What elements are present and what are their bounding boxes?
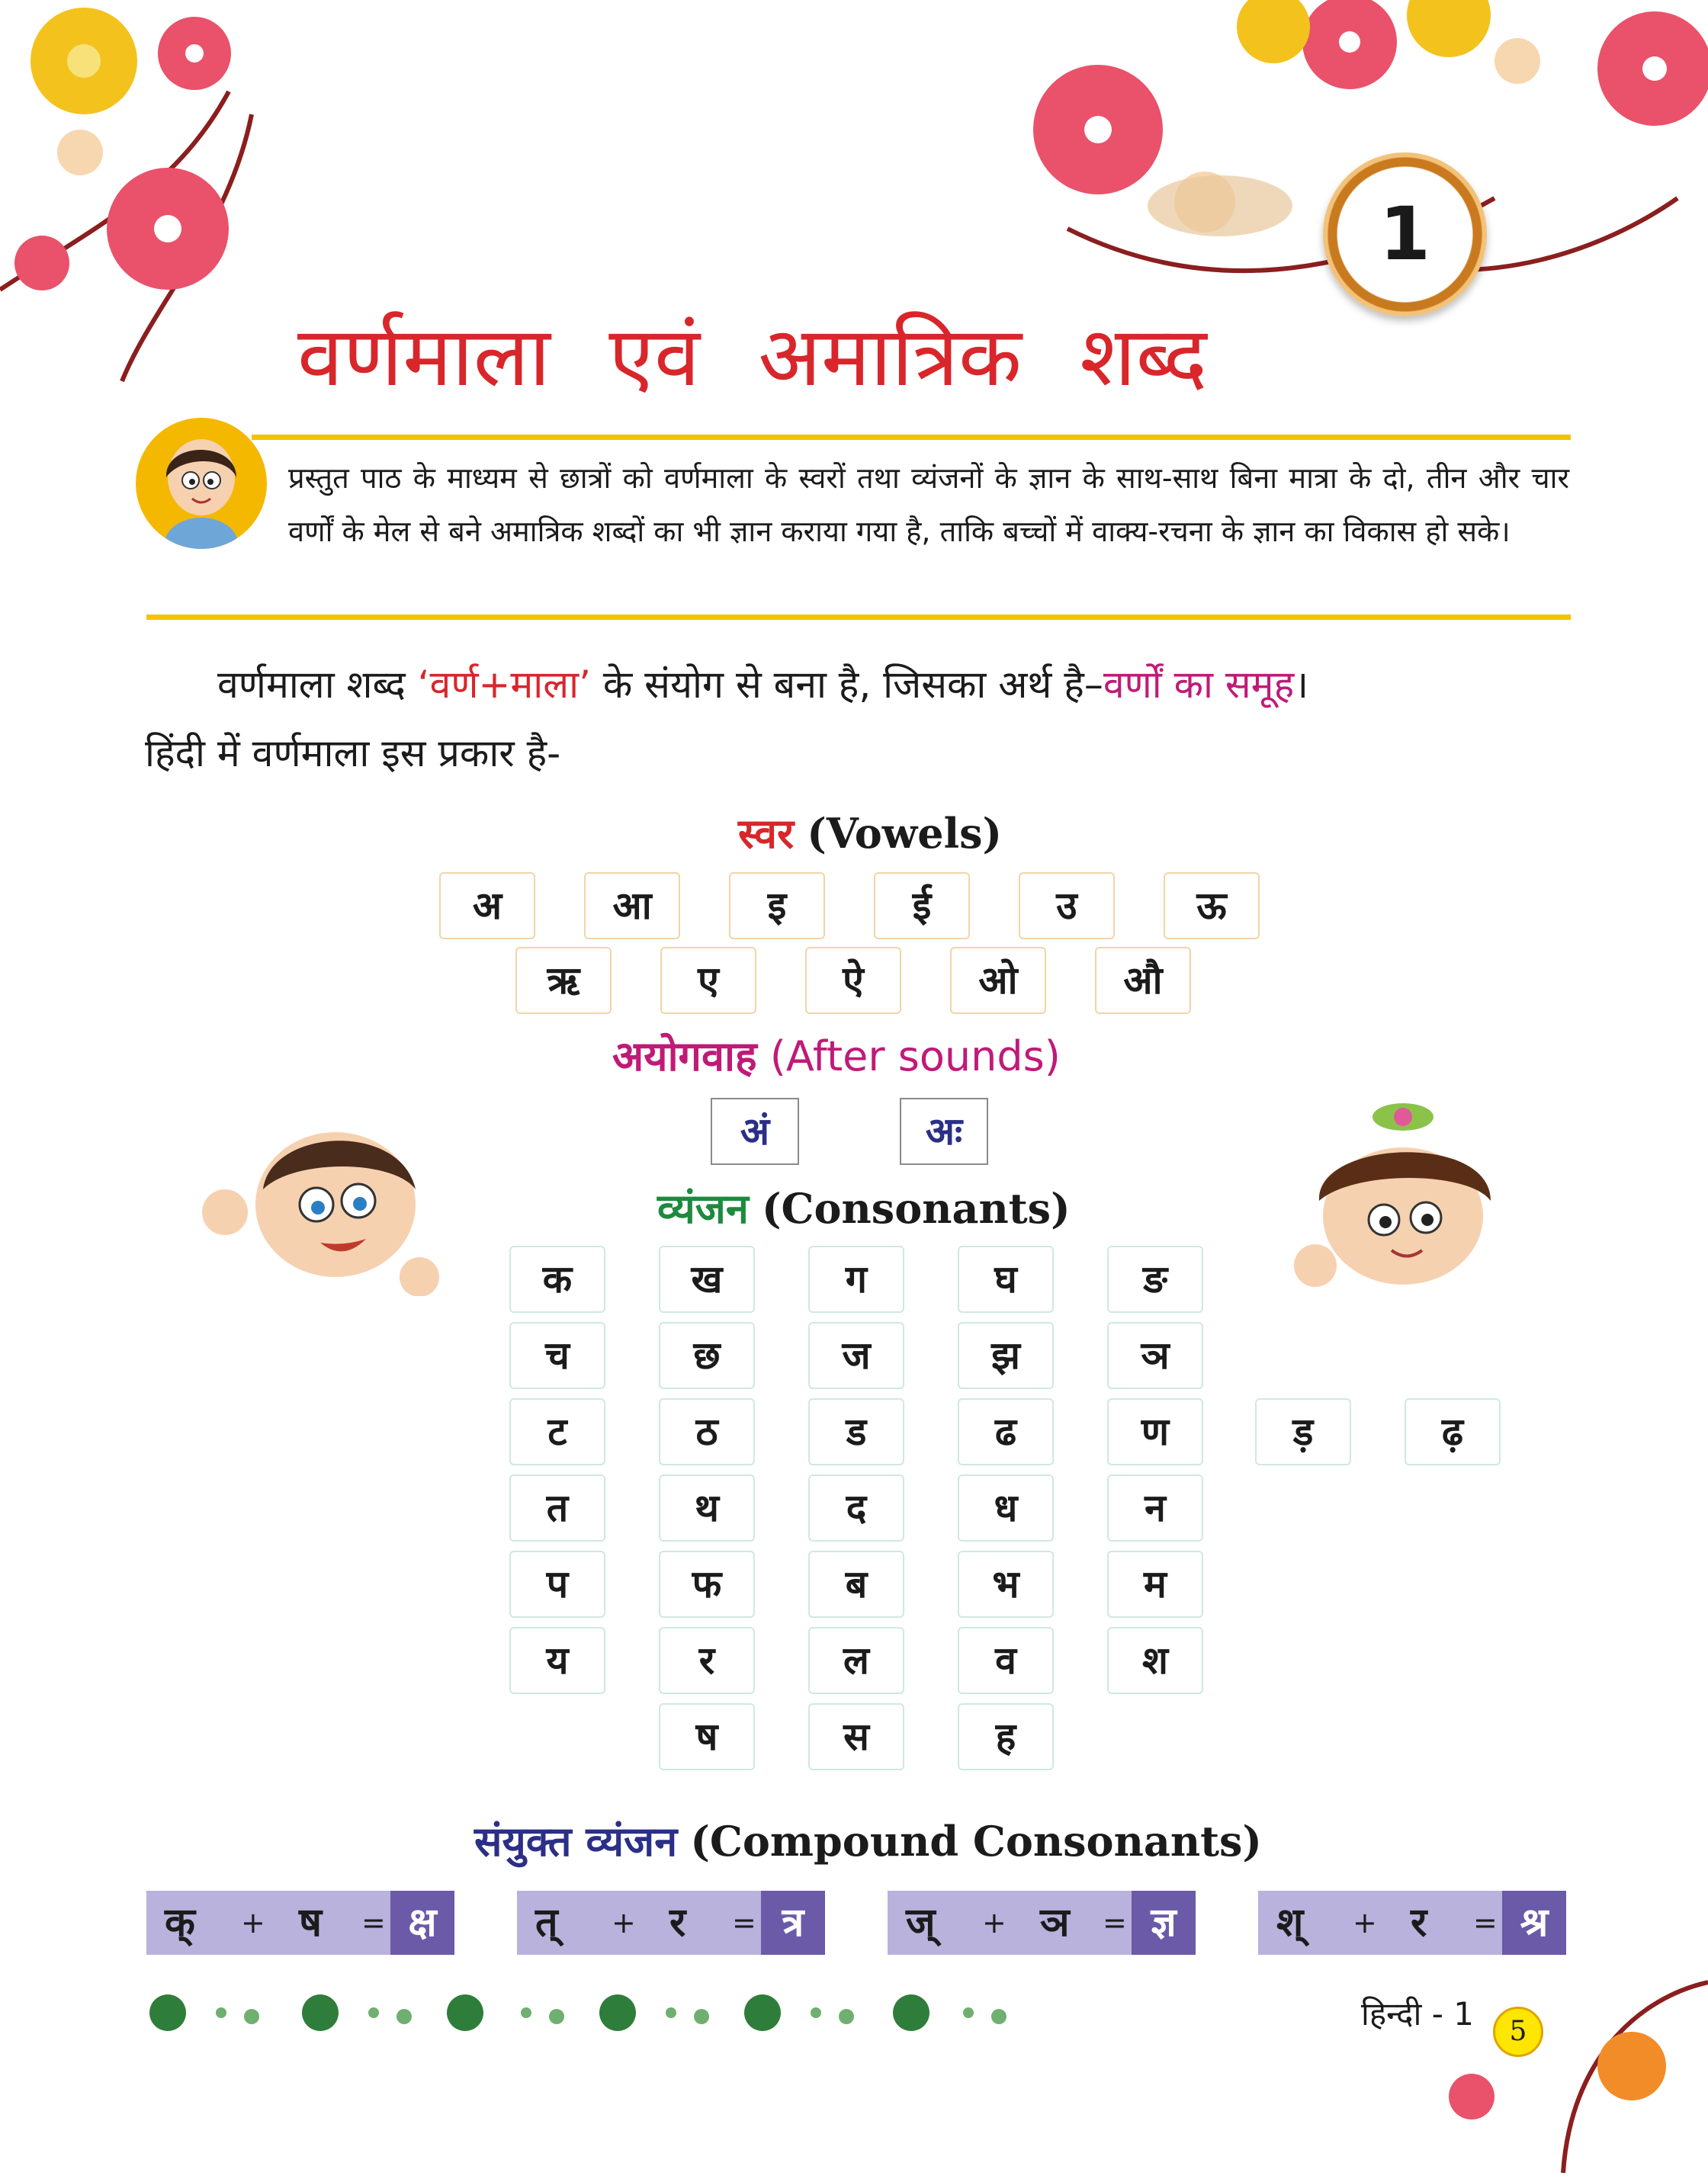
consonant-box: घ: [958, 1246, 1054, 1313]
compound-result: त्र: [761, 1891, 825, 1955]
intro-paragraph: प्रस्तुत पाठ के माध्यम से छात्रों को वर्णमाला के स्वरों तथा व्यंजनों के ज्ञान के साथ-साथ बिना मात्रा के दो, तीन और चार वर्णों के मेल से बने अमात्रिक शब्दों का भी ज्ञान कराया गया है, ताकि बच्चों में वाक्य-रचना के ज्ञान का विकास हो सके।: [288, 461, 1569, 548]
vowel-box: ओ: [950, 947, 1046, 1014]
consonant-box: म: [1107, 1551, 1203, 1618]
consonant-box: झ: [958, 1322, 1054, 1389]
vowel-box: ई: [874, 872, 970, 939]
plus-sign: +: [612, 1906, 636, 1940]
consonant-box: द: [808, 1474, 904, 1542]
definition-meaning: वर्णों का समूह: [1103, 663, 1295, 707]
vowel-box: ऊ: [1164, 872, 1260, 939]
compound-consonant-card: [517, 1891, 825, 1955]
definition-text-2: के संयोग से बना है, जिसका अर्थ है–: [590, 663, 1103, 707]
vowel-box: औ: [1095, 947, 1191, 1014]
compound-consonant-card: [888, 1891, 1196, 1955]
plus-sign: +: [982, 1906, 1006, 1940]
consonant-box: स: [808, 1703, 904, 1770]
compound-part-a: श्: [1276, 1900, 1304, 1946]
chapter-number-badge: [1323, 152, 1487, 316]
compound-heading-en: (Compound Consonants): [690, 1817, 1262, 1866]
page-number: 5: [1509, 2016, 1527, 2047]
consonant-box: क: [509, 1246, 605, 1313]
compound-heading-hi: संयुक्त व्यंजन: [474, 1818, 678, 1866]
vowel-box: उ: [1019, 872, 1115, 939]
compound-result: श्र: [1502, 1891, 1566, 1955]
compound-part-b: र: [1411, 1900, 1427, 1946]
compound-part-a: त्: [535, 1900, 558, 1946]
compound-part-a: क्: [165, 1900, 195, 1946]
vowels-heading-en: (Vowels): [807, 809, 1003, 858]
equals-sign: =: [732, 1906, 756, 1940]
page-number-badge: [1493, 2007, 1543, 2057]
consonant-box: ड: [808, 1398, 904, 1465]
after-sounds-heading: [612, 1026, 1061, 1083]
vowels-heading: [738, 804, 1002, 860]
consonant-box: ग: [808, 1246, 904, 1313]
compound-result: क्ष: [390, 1891, 454, 1955]
consonant-box: ट: [509, 1398, 605, 1465]
consonant-box: च: [509, 1322, 605, 1389]
consonant-box: भ: [958, 1551, 1054, 1618]
equals-sign: =: [1473, 1906, 1498, 1940]
vowel-box: इ: [729, 872, 825, 939]
consonant-box: छ: [659, 1322, 755, 1389]
compound-consonant-card: [1258, 1891, 1566, 1955]
equals-sign: =: [1103, 1906, 1127, 1940]
consonant-box: र: [659, 1627, 755, 1694]
consonant-box: ख: [659, 1246, 755, 1313]
consonant-box: ञ: [1107, 1322, 1203, 1389]
boy-cartoon-icon: [202, 1113, 446, 1296]
consonant-box: ध: [958, 1474, 1054, 1542]
varnmala-definition: [217, 657, 1308, 709]
consonant-box: फ: [659, 1551, 755, 1618]
vowel-box: ए: [660, 947, 756, 1014]
consonant-extra-box: ढ़: [1405, 1398, 1501, 1465]
plus-sign: +: [1353, 1906, 1377, 1940]
vowel-box: ऋ: [515, 947, 612, 1014]
consonant-box: ङ: [1107, 1246, 1203, 1313]
vowel-box: ऐ: [805, 947, 901, 1014]
varnmala-intro-line: हिंदी में वर्णमाला इस प्रकार है-: [145, 731, 561, 775]
consonant-box: न: [1107, 1474, 1203, 1542]
consonant-box: ढ: [958, 1398, 1054, 1465]
compound-result: ज्ञ: [1132, 1891, 1196, 1955]
vowel-box: आ: [584, 872, 680, 939]
consonant-box: ण: [1107, 1398, 1203, 1465]
consonant-box: प: [509, 1551, 605, 1618]
equals-sign: =: [361, 1906, 386, 1940]
vowels-heading-hi: स्वर: [738, 810, 795, 858]
chapter-title: वर्णमाला एवं अमात्रिक शब्द: [297, 310, 1207, 405]
after-sounds-heading-hi: अयोगवाह: [612, 1032, 757, 1080]
definition-end: ।: [1294, 663, 1309, 707]
girl-avatar-icon: [136, 418, 267, 549]
consonant-box: श: [1107, 1627, 1203, 1694]
consonant-box: ह: [958, 1703, 1054, 1770]
intro-bottom-rule: [146, 614, 1571, 620]
after-sound-box: अः: [900, 1098, 988, 1165]
consonants-heading-en: (Consonants): [762, 1184, 1071, 1233]
consonant-box: ठ: [659, 1398, 755, 1465]
consonants-heading: [657, 1179, 1071, 1235]
definition-text-1: वर्णमाला शब्द: [217, 663, 418, 707]
compound-part-a: ज्: [906, 1900, 936, 1946]
consonants-heading-hi: व्यंजन: [657, 1185, 749, 1233]
girl-cartoon-icon: [1270, 1094, 1514, 1300]
compound-part-b: ष: [299, 1900, 323, 1946]
after-sound-box: अं: [711, 1098, 799, 1165]
chapter-number: 1: [1379, 191, 1430, 277]
compound-part-b: र: [669, 1900, 686, 1946]
consonant-box: य: [509, 1627, 605, 1694]
after-sounds-heading-en: (After sounds): [769, 1032, 1061, 1080]
consonant-box: व: [958, 1627, 1054, 1694]
consonant-extra-box: ड़: [1255, 1398, 1351, 1465]
consonant-box: ज: [808, 1322, 904, 1389]
compound-consonant-card: [146, 1891, 454, 1955]
consonant-box: ष: [659, 1703, 755, 1770]
definition-quote: ‘वर्ण+माला’: [417, 663, 591, 707]
footer-subject: हिन्दी - 1: [1361, 1995, 1474, 2033]
consonant-box: ल: [808, 1627, 904, 1694]
compound-part-b: ञ: [1040, 1900, 1070, 1946]
plus-sign: +: [241, 1906, 265, 1940]
consonant-box: ब: [808, 1551, 904, 1618]
consonant-box: थ: [659, 1474, 755, 1542]
intro-top-rule: [252, 435, 1571, 440]
consonant-box: त: [509, 1474, 605, 1542]
vowel-box: अ: [439, 872, 535, 939]
compound-heading: [474, 1811, 1262, 1868]
